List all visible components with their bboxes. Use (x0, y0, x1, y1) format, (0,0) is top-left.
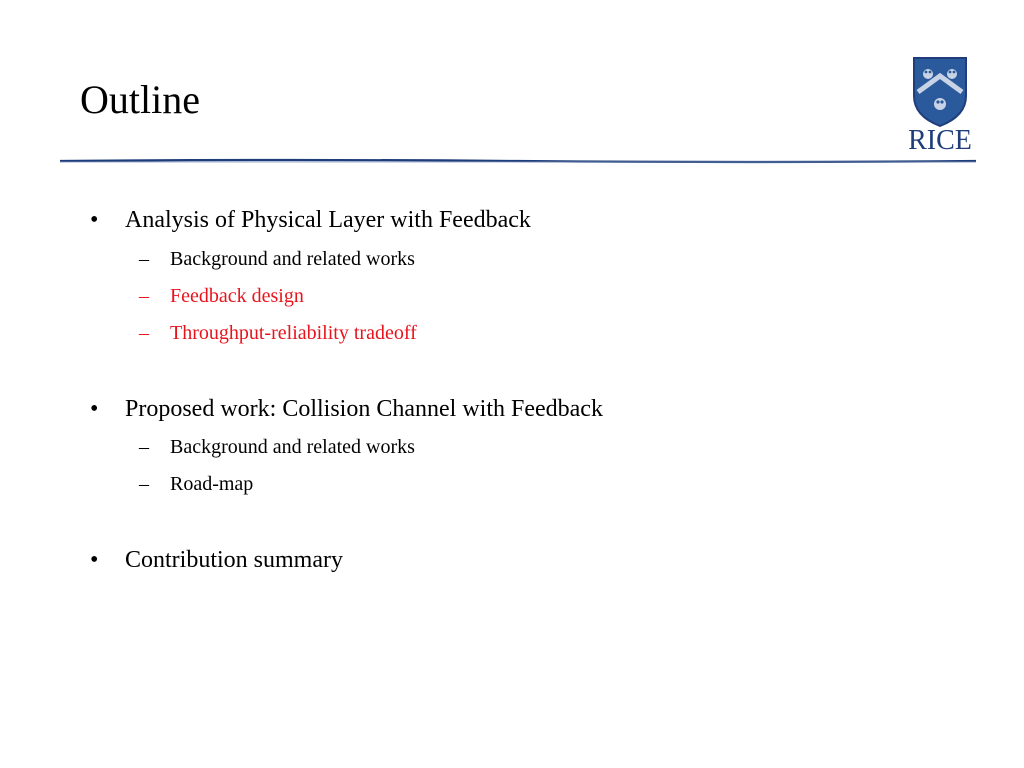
sub-item (139, 471, 253, 497)
sub-mark: – (139, 285, 149, 307)
sub-text: Road-map (170, 473, 254, 495)
bullet-text: Contribution summary (125, 547, 343, 573)
sub-item (139, 434, 415, 460)
bullet-text: Proposed work: Collision Channel with Feedback (125, 396, 603, 422)
sub-mark: – (139, 322, 149, 344)
bullet-item (90, 545, 343, 575)
sub-text: Throughput-reliability tradeoff (170, 322, 417, 344)
sub-mark: – (139, 436, 149, 458)
sub-item-highlighted (139, 320, 417, 346)
bullet-mark: • (90, 396, 99, 422)
bullet-item (90, 205, 531, 235)
sub-mark: – (139, 473, 149, 495)
sub-item-highlighted (139, 283, 304, 309)
bullet-mark: • (90, 547, 99, 573)
bullet-item (90, 394, 603, 424)
bullet-text: Analysis of Physical Layer with Feedback (125, 207, 531, 233)
sub-item (139, 246, 415, 272)
sub-text: Feedback design (170, 285, 304, 307)
sub-text: Background and related works (170, 436, 415, 458)
rice-logo-text: RICE (908, 125, 972, 152)
slide-title: Outline (80, 77, 200, 122)
sub-text: Background and related works (170, 248, 415, 270)
sub-mark: – (139, 248, 149, 270)
bullet-mark: • (90, 207, 99, 233)
